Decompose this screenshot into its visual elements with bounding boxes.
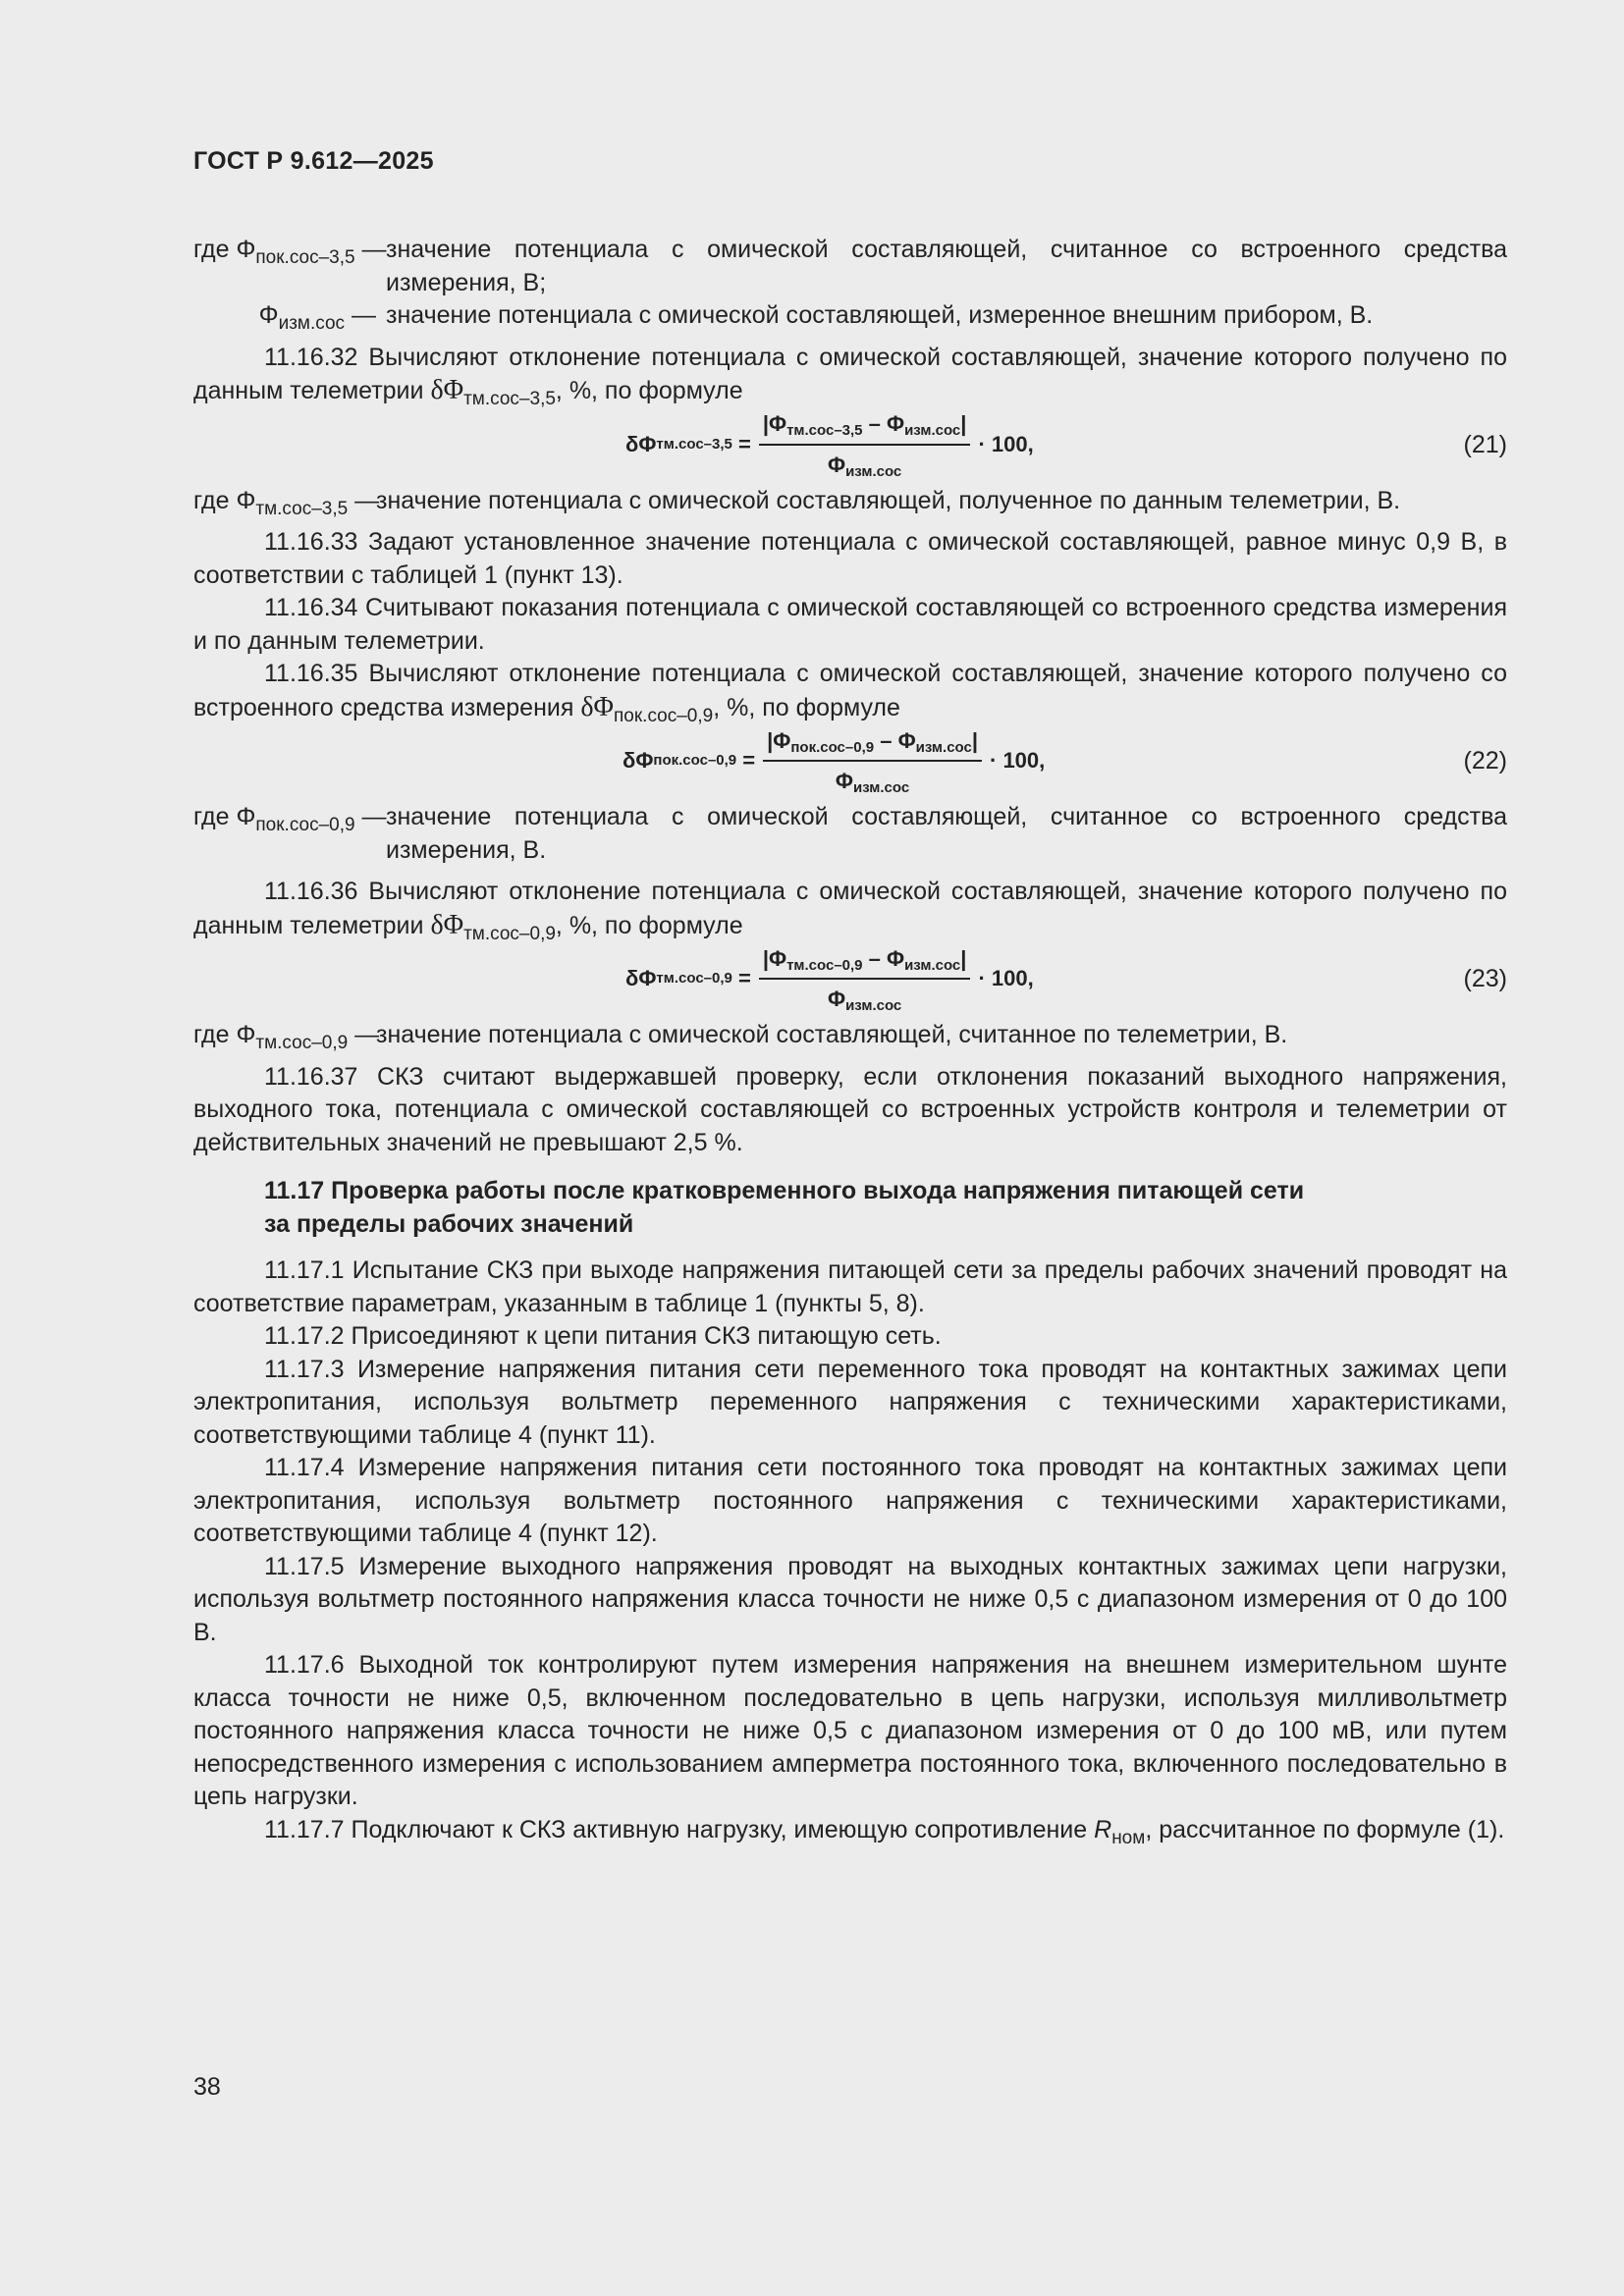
definition-text: значение потенциала с омической составляющей, полученное по данным телеметрии, В. bbox=[376, 486, 1401, 514]
definition-symbol: где $\Phi_{пок.сос-0,9}$ — bbox=[193, 803, 387, 835]
section-heading-11-17: 11.17 Проверка работы после кратковременного выхода напряжения питающей сети за пределы рабочих значений bbox=[264, 1177, 1305, 1238]
formula-expression: δΦ пок.сос–0,9 = $\frac{|\Phi_{пок.сос-0,9} - \Phi_{изм.сос}|}{\Phi_{изм.сос}}$ · 100, bbox=[623, 730, 1045, 791]
definition-symbol: где $\Phi_{тм.сос-3,5}$ — bbox=[193, 486, 380, 519]
paragraph-11-17-1: 11.17.1 Испытание СКЗ при выходе напряжения питающей сети за пределы рабочих значений проводят на соответствие параметрам, указанным в таблице 1 (пункты 5, 8). bbox=[193, 1256, 1507, 1317]
page-number: 38 bbox=[193, 2073, 221, 2101]
definition-text: значение потенциала с омической составляющей, измеренное внешним прибором, В. bbox=[386, 301, 1374, 329]
definition-list bbox=[193, 1019, 1507, 1052]
paragraph-11-17-5: 11.17.5 Измерение выходного напряжения проводят на выходных контактных зажимах цепи нагрузки, используя вольтметр постоянного напряжения класса точности не ниже 0,5 с диапазоном измерения от 0 до 100 В. bbox=[193, 1552, 1507, 1646]
formula-number: (22) bbox=[1463, 747, 1507, 774]
formula-22 bbox=[193, 727, 1507, 796]
paragraph-11-17-3: 11.17.3 Измерение напряжения питания сети переменного тока проводят на контактных зажимах цепи электропитания, используя вольтметр переменного напряжения с техническими характеристиками, соответствующими таблице 4 (пункт 11). bbox=[193, 1355, 1507, 1449]
definition-text: значение потенциала с омической составляющей, считанное со встроенного средства измерения, В. bbox=[386, 803, 1507, 864]
formula-number: (23) bbox=[1463, 965, 1507, 992]
paragraph-11-16-35: 11.16.35 Вычисляют отклонение потенциала с омической составляющей, значение которого получено со встроенного средства измерения $\delta\Phi_{пок.сос-0,9}$, %, по формуле bbox=[193, 660, 1507, 726]
definition-list bbox=[193, 485, 1507, 518]
document-header: ГОСТ Р 9.612—2025 bbox=[193, 147, 434, 175]
paragraph-11-16-34: 11.16.34 Считывают показания потенциала с омической составляющей со встроенного средства измерения и по данным телеметрии. bbox=[193, 594, 1507, 655]
definition-list bbox=[193, 234, 1507, 333]
formula-21 bbox=[193, 411, 1507, 480]
paragraph-11-17-2: 11.17.2 Присоединяют к цепи питания СКЗ питающую сеть. bbox=[264, 1322, 942, 1350]
formula-expression: δΦ тм.сос–3,5 = $\frac{|\Phi_{тм.сос-3,5} - \Phi_{изм.сос}|}{\Phi_{изм.сос}}$ · 100, bbox=[625, 414, 1034, 475]
paragraph-11-16-32: 11.16.32 Вычисляют отклонение потенциала с омической составляющей, значение которого получено по данным телеметрии $\delta\Phi_{тм.сос-3,5}$, %, по формуле bbox=[193, 343, 1507, 409]
formula-expression: δΦ тм.сос–0,9 = $\frac{|\Phi_{тм.сос-0,9} - \Phi_{изм.сос}|}{\Phi_{изм.сос}}$ · 100, bbox=[625, 948, 1034, 1009]
definition-text: значение потенциала с омической составляющей, считанное со встроенного средства измерения, В; bbox=[386, 236, 1507, 296]
paragraph-11-17-6: 11.17.6 Выходной ток контролируют путем измерения напряжения на внешнем измерительном шунте класса точности не ниже 0,5, включенном последовательно в цепь нагрузки, используя милливольтметр постоянного напряжения класса точности не ниже 0,5 с диапазоном измерения от 0 до 100 мВ, или путем непосредственного измерения с использованием амперметра постоянного тока, включенного последовательно в цепь нагрузки. bbox=[193, 1651, 1507, 1810]
page-body bbox=[193, 234, 1507, 1846]
definition-symbol: $\Phi_{изм.сос}$ — bbox=[258, 301, 376, 334]
definition-symbol: где $\Phi_{тм.сос-0,9}$ — bbox=[193, 1021, 380, 1053]
paragraph-11-17-4: 11.17.4 Измерение напряжения питания сети постоянного тока проводят на контактных зажимах цепи электропитания, используя вольтметр постоянного напряжения с техническими характеристиками, соответствующими таблице 4 (пункт 12). bbox=[193, 1454, 1507, 1547]
definition-list bbox=[193, 801, 1507, 867]
paragraph-11-16-37: 11.16.37 СКЗ считают выдержавшей проверку, если отклонения показаний выходного напряжения, выходного тока, потенциала с омической составляющей со встроенных устройств контроля и телеметрии от действительных значений не превышают 2,5 %. bbox=[193, 1062, 1507, 1156]
definition-text: значение потенциала с омической составляющей, считанное по телеметрии, В. bbox=[376, 1021, 1288, 1048]
paragraph-11-17-7: 11.17.7 Подключают к СКЗ активную нагрузку, имеющую сопротивление $R_{ном}$, рассчитанное по формуле (1). bbox=[264, 1815, 1505, 1848]
formula-23 bbox=[193, 945, 1507, 1014]
formula-number: (21) bbox=[1463, 430, 1507, 458]
paragraph-11-16-36: 11.16.36 Вычисляют отклонение потенциала с омической составляющей, значение которого получено по данным телеметрии $\delta\Phi_{тм.сос-0,9}$, %, по формуле bbox=[193, 878, 1507, 944]
paragraph-11-16-33: 11.16.33 Задают установленное значение потенциала с омической составляющей, равное минус 0,9 В, в соответствии с таблицей 1 (пункт 13). bbox=[193, 528, 1507, 589]
definition-symbol: где $\Phi_{пок.сос-3,5}$ — bbox=[193, 236, 387, 268]
